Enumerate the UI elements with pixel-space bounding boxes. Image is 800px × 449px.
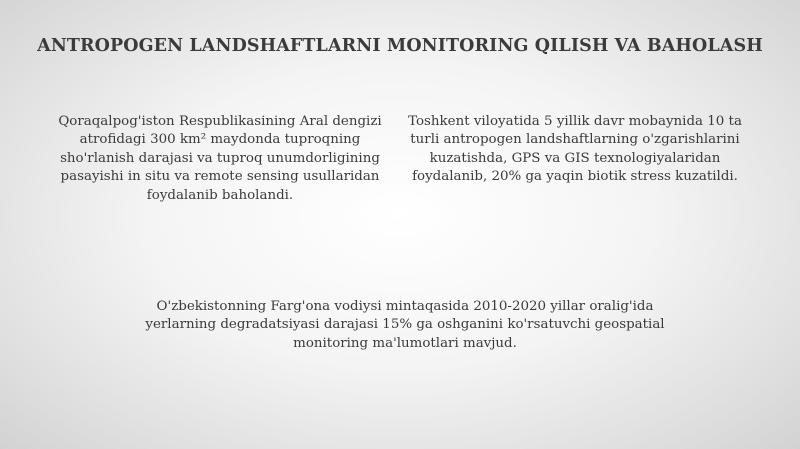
left-text-block: Qoraqalpog'iston Respublikasining Aral dengizi atrofidagi 300 km² maydonda tuproqning sho'rlanish darajasi va tuproq unumdorligining pasayishi in situ va remote sensing usullaridan foydalanib baholandi. <box>58 114 382 203</box>
right-text-block: Toshkent viloyatida 5 yillik davr mobaynida 10 ta turli antropogen landshaftlarning o'zgarishlarini kuzatishda, GPS va GIS texnologiyalaridan foydalanib, 20% ga yaqin biotik stress kuzatildi. <box>408 114 742 185</box>
bottom-text-block: O'zbekistonning Farg'ona vodiysi mintaqasida 2010-2020 yillar oralig'ida yerlarning degradatsiyasi darajasi 15% ga oshganini ko'rsatuvchi geospatial monitoring ma'lumotlari mavjud. <box>145 299 665 351</box>
slide-title: ANTROPOGEN LANDSHAFTLARNI MONITORING QILISH VA BAHOLASH <box>37 36 763 56</box>
